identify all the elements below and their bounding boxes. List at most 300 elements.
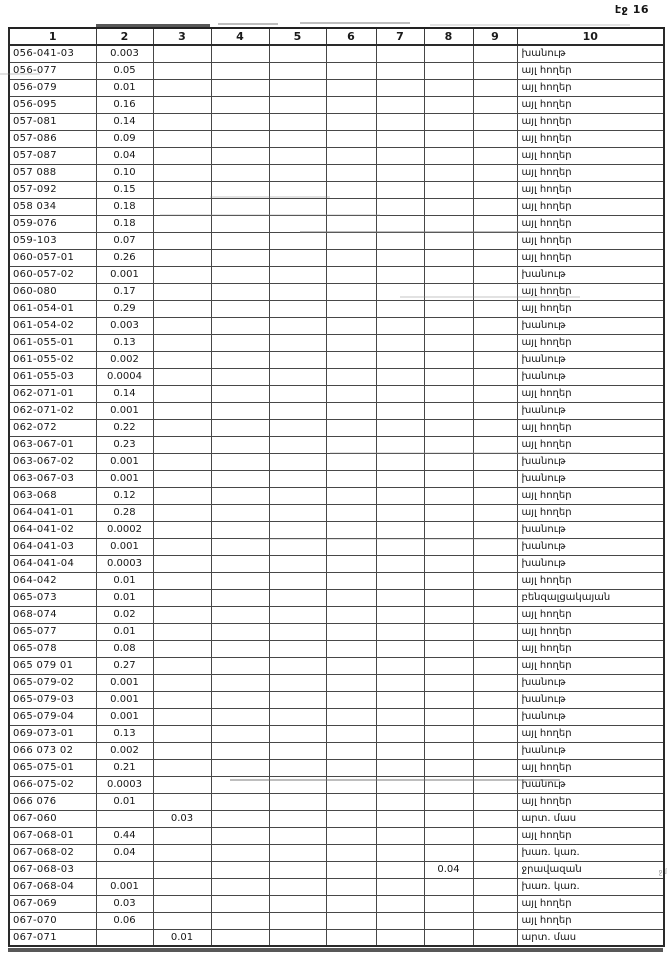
- table-cell: [326, 198, 376, 215]
- table-cell: [153, 215, 211, 232]
- table-cell: [326, 470, 376, 487]
- table-cell: [424, 640, 473, 657]
- table-cell: խանութ: [517, 470, 664, 487]
- table-cell: [211, 62, 269, 79]
- table-cell: 0.08: [96, 640, 153, 657]
- table-cell: 0.14: [96, 385, 153, 402]
- table-cell: [269, 929, 326, 946]
- table-cell: [269, 215, 326, 232]
- table-cell: [211, 810, 269, 827]
- table-cell: [211, 45, 269, 62]
- table-cell: [153, 147, 211, 164]
- table-cell: [473, 215, 517, 232]
- table-cell: [326, 504, 376, 521]
- table-row: [9, 368, 664, 385]
- table-row: [9, 334, 664, 351]
- table-cell: [326, 79, 376, 96]
- table-cell: [473, 759, 517, 776]
- table-cell: [376, 878, 424, 895]
- table-cell: [326, 708, 376, 725]
- table-cell: [153, 402, 211, 419]
- table-cell: [473, 742, 517, 759]
- table-cell: [269, 334, 326, 351]
- table-cell: [326, 555, 376, 572]
- table-cell: այլ հողեր: [517, 657, 664, 674]
- table-cell: [269, 266, 326, 283]
- table-row: [9, 147, 664, 164]
- table-cell: [211, 232, 269, 249]
- table-cell: [473, 181, 517, 198]
- table-cell: [153, 504, 211, 521]
- table-row: [9, 198, 664, 215]
- table-cell: [269, 538, 326, 555]
- table-cell: 057-081: [9, 113, 96, 130]
- table-cell: խանութ: [517, 674, 664, 691]
- table-cell: խանութ: [517, 776, 664, 793]
- table-row: [9, 844, 664, 861]
- table-cell: [269, 521, 326, 538]
- table-cell: այլ հողեր: [517, 130, 664, 147]
- table-cell: [269, 861, 326, 878]
- table-cell: 0.04: [96, 147, 153, 164]
- table-cell: [153, 844, 211, 861]
- table-cell: [153, 198, 211, 215]
- table-cell: [424, 164, 473, 181]
- table-cell: 061-055-02: [9, 351, 96, 368]
- table-cell: 064-041-01: [9, 504, 96, 521]
- table-cell: [424, 300, 473, 317]
- table-cell: 057-086: [9, 130, 96, 147]
- table-row: [9, 249, 664, 266]
- table-row: [9, 419, 664, 436]
- table-cell: այլ հողեր: [517, 436, 664, 453]
- table-cell: [424, 113, 473, 130]
- table-cell: [473, 45, 517, 62]
- table-cell: այլ հողեր: [517, 419, 664, 436]
- table-cell: [424, 249, 473, 266]
- table-cell: [269, 79, 326, 96]
- table-cell: այլ հողեր: [517, 113, 664, 130]
- table-cell: [153, 266, 211, 283]
- table-cell: [211, 878, 269, 895]
- table-cell: [424, 725, 473, 742]
- table-cell: արտ. մաս: [517, 929, 664, 946]
- table-row: [9, 538, 664, 555]
- table-cell: 0.001: [96, 453, 153, 470]
- table-cell: [211, 351, 269, 368]
- table-cell: [326, 521, 376, 538]
- table-row: [9, 640, 664, 657]
- table-cell: 062-071-02: [9, 402, 96, 419]
- table-cell: [473, 470, 517, 487]
- table-cell: [376, 147, 424, 164]
- table-cell: [153, 555, 211, 572]
- table-cell: [326, 402, 376, 419]
- table-cell: [473, 793, 517, 810]
- table-cell: [96, 929, 153, 946]
- table-cell: [473, 385, 517, 402]
- table-cell: [153, 776, 211, 793]
- table-cell: [376, 861, 424, 878]
- table-cell: [424, 96, 473, 113]
- table-cell: [153, 368, 211, 385]
- table-cell: [326, 334, 376, 351]
- table-cell: [269, 827, 326, 844]
- table-cell: այլ հողեր: [517, 96, 664, 113]
- table-cell: [376, 912, 424, 929]
- table-cell: 064-041-04: [9, 555, 96, 572]
- table-cell: [153, 62, 211, 79]
- table-cell: [376, 844, 424, 861]
- table-cell: [96, 810, 153, 827]
- table-cell: [269, 419, 326, 436]
- table-cell: [269, 657, 326, 674]
- table-cell: [376, 640, 424, 657]
- table-cell: [269, 810, 326, 827]
- table-cell: 066-075-02: [9, 776, 96, 793]
- table-cell: այլ հողեր: [517, 640, 664, 657]
- table-cell: 063-067-01: [9, 436, 96, 453]
- table-cell: [376, 164, 424, 181]
- table-cell: [326, 45, 376, 62]
- table-row: [9, 385, 664, 402]
- table-cell: 067-070: [9, 912, 96, 929]
- table-cell: [269, 402, 326, 419]
- table-cell: 066 073 02: [9, 742, 96, 759]
- table-cell: [269, 300, 326, 317]
- table-row: [9, 130, 664, 147]
- table-cell: [211, 96, 269, 113]
- table-cell: [326, 181, 376, 198]
- table-cell: 056-079: [9, 79, 96, 96]
- table-cell: [153, 759, 211, 776]
- table-cell: [326, 62, 376, 79]
- table-cell: [269, 674, 326, 691]
- table-cell: [424, 623, 473, 640]
- table-row: [9, 113, 664, 130]
- table-cell: [376, 453, 424, 470]
- table-cell: [326, 827, 376, 844]
- table-cell: [211, 300, 269, 317]
- table-row: [9, 827, 664, 844]
- table-cell: [376, 470, 424, 487]
- table-cell: [269, 504, 326, 521]
- table-cell: [473, 419, 517, 436]
- table-cell: 0.01: [96, 793, 153, 810]
- table-row: [9, 555, 664, 572]
- table-cell: [326, 436, 376, 453]
- table-cell: [473, 640, 517, 657]
- table-cell: [424, 810, 473, 827]
- table-cell: [211, 827, 269, 844]
- table-cell: 065-075-01: [9, 759, 96, 776]
- table-cell: [326, 912, 376, 929]
- table-cell: այլ հողեր: [517, 215, 664, 232]
- table-cell: [473, 453, 517, 470]
- table-cell: [473, 79, 517, 96]
- table-cell: [153, 895, 211, 912]
- table-cell: այլ հողեր: [517, 283, 664, 300]
- table-cell: [153, 419, 211, 436]
- table-cell: [473, 198, 517, 215]
- table-cell: [424, 402, 473, 419]
- table-cell: [153, 470, 211, 487]
- table-cell: 0.001: [96, 402, 153, 419]
- table-cell: [376, 113, 424, 130]
- table-cell: [376, 283, 424, 300]
- table-cell: [326, 351, 376, 368]
- table-cell: [269, 555, 326, 572]
- table-cell: [376, 419, 424, 436]
- table-cell: 0.03: [153, 810, 211, 827]
- table-row: [9, 300, 664, 317]
- table-cell: [211, 572, 269, 589]
- table-cell: [153, 249, 211, 266]
- table-cell: [473, 674, 517, 691]
- table-cell: խանութ: [517, 521, 664, 538]
- table-cell: [473, 810, 517, 827]
- table-row: [9, 589, 664, 606]
- table-cell: [269, 164, 326, 181]
- table-cell: [326, 606, 376, 623]
- table-cell: [269, 623, 326, 640]
- table-cell: [153, 113, 211, 130]
- table-cell: [211, 708, 269, 725]
- table-row: [9, 62, 664, 79]
- table-cell: [211, 538, 269, 555]
- table-cell: [269, 470, 326, 487]
- table-cell: [211, 334, 269, 351]
- table-row: [9, 725, 664, 742]
- table-cell: [376, 708, 424, 725]
- table-cell: 0.23: [96, 436, 153, 453]
- table-row: [9, 79, 664, 96]
- table-cell: այլ հողեր: [517, 572, 664, 589]
- table-cell: [424, 878, 473, 895]
- table-cell: այլ հողեր: [517, 79, 664, 96]
- table-cell: [153, 589, 211, 606]
- table-cell: [424, 147, 473, 164]
- table-cell: 059-103: [9, 232, 96, 249]
- scan-artifact: [430, 24, 630, 26]
- table-cell: 068-074: [9, 606, 96, 623]
- table-cell: [211, 453, 269, 470]
- table-cell: 057 088: [9, 164, 96, 181]
- table-row: [9, 776, 664, 793]
- table-cell: [424, 334, 473, 351]
- table-cell: [473, 402, 517, 419]
- table-cell: այլ հողեր: [517, 249, 664, 266]
- table-cell: 067-060: [9, 810, 96, 827]
- column-header-10: 10: [517, 28, 664, 45]
- table-cell: 060-080: [9, 283, 96, 300]
- table-cell: 0.13: [96, 725, 153, 742]
- table-cell: [473, 147, 517, 164]
- table-cell: [211, 164, 269, 181]
- table-cell: 067-068-01: [9, 827, 96, 844]
- table-cell: [473, 96, 517, 113]
- table-row: [9, 912, 664, 929]
- table-cell: 0.15: [96, 181, 153, 198]
- table-cell: 056-095: [9, 96, 96, 113]
- table-cell: [153, 793, 211, 810]
- table-cell: 0.28: [96, 504, 153, 521]
- table-cell: [211, 283, 269, 300]
- table-cell: [269, 589, 326, 606]
- table-cell: այլ հողեր: [517, 793, 664, 810]
- table-cell: այլ հողեր: [517, 827, 664, 844]
- table-cell: 0.0004: [96, 368, 153, 385]
- table-cell: [326, 164, 376, 181]
- table-cell: [153, 351, 211, 368]
- table-cell: խանութ: [517, 742, 664, 759]
- table-row: [9, 623, 664, 640]
- table-cell: 067-068-03: [9, 861, 96, 878]
- table-cell: [269, 793, 326, 810]
- table-cell: [424, 538, 473, 555]
- column-header-8: 8: [424, 28, 473, 45]
- table-cell: [424, 79, 473, 96]
- table-cell: [211, 640, 269, 657]
- table-cell: [424, 606, 473, 623]
- table-cell: [424, 266, 473, 283]
- table-cell: այլ հողեր: [517, 725, 664, 742]
- table-cell: [326, 589, 376, 606]
- table-cell: [326, 453, 376, 470]
- table-cell: 0.001: [96, 691, 153, 708]
- table-cell: [424, 521, 473, 538]
- table-cell: [326, 929, 376, 946]
- table-cell: [473, 776, 517, 793]
- table-row: [9, 470, 664, 487]
- table-cell: [211, 861, 269, 878]
- table-cell: [376, 827, 424, 844]
- table-cell: [269, 147, 326, 164]
- table-cell: [269, 725, 326, 742]
- table-cell: 062-071-01: [9, 385, 96, 402]
- table-cell: [473, 827, 517, 844]
- table-cell: 0.26: [96, 249, 153, 266]
- table-cell: 0.003: [96, 317, 153, 334]
- table-cell: 065-079-02: [9, 674, 96, 691]
- table-cell: 0.01: [96, 589, 153, 606]
- table-cell: [326, 878, 376, 895]
- table-cell: [211, 215, 269, 232]
- table-cell: ջրավազան: [517, 861, 664, 878]
- table-cell: [326, 776, 376, 793]
- table-cell: [424, 317, 473, 334]
- table-cell: [211, 691, 269, 708]
- table-cell: [424, 419, 473, 436]
- table-cell: 0.05: [96, 62, 153, 79]
- table-cell: խանութ: [517, 538, 664, 555]
- table-cell: 0.21: [96, 759, 153, 776]
- table-cell: 058 034: [9, 198, 96, 215]
- table-cell: [269, 62, 326, 79]
- table-cell: [376, 62, 424, 79]
- table-cell: [269, 453, 326, 470]
- table-cell: [153, 436, 211, 453]
- table-cell: [153, 130, 211, 147]
- table-cell: 065-079-04: [9, 708, 96, 725]
- table-cell: [326, 640, 376, 657]
- table-cell: [211, 181, 269, 198]
- table-cell: 063-067-03: [9, 470, 96, 487]
- table-row: [9, 521, 664, 538]
- table-cell: 0.29: [96, 300, 153, 317]
- table-cell: [376, 810, 424, 827]
- table-cell: [153, 623, 211, 640]
- table-cell: [153, 538, 211, 555]
- table-cell: [326, 147, 376, 164]
- table-row: [9, 929, 664, 946]
- table-cell: [326, 419, 376, 436]
- table-cell: [211, 113, 269, 130]
- table-cell: 0.003: [96, 45, 153, 62]
- table-cell: [376, 657, 424, 674]
- table-cell: [473, 232, 517, 249]
- table-row: [9, 572, 664, 589]
- table-cell: [269, 181, 326, 198]
- table-cell: [424, 368, 473, 385]
- table-cell: 061-055-01: [9, 334, 96, 351]
- table-cell: [424, 470, 473, 487]
- table-cell: այլ հողեր: [517, 62, 664, 79]
- table-cell: [376, 759, 424, 776]
- table-cell: [326, 674, 376, 691]
- table-cell: [326, 300, 376, 317]
- table-cell: [424, 759, 473, 776]
- table-cell: 065-077: [9, 623, 96, 640]
- table-cell: [424, 929, 473, 946]
- table-row: [9, 215, 664, 232]
- table-cell: [211, 368, 269, 385]
- table-cell: [376, 606, 424, 623]
- table-cell: [153, 691, 211, 708]
- column-header-9: 9: [473, 28, 517, 45]
- table-cell: այլ հողեր: [517, 181, 664, 198]
- table-cell: [376, 215, 424, 232]
- table-cell: [153, 708, 211, 725]
- table-cell: 067-071: [9, 929, 96, 946]
- table-cell: [376, 504, 424, 521]
- table-cell: [269, 844, 326, 861]
- table-cell: 0.0003: [96, 776, 153, 793]
- table-row: [9, 487, 664, 504]
- table-cell: [153, 385, 211, 402]
- table-cell: [424, 351, 473, 368]
- table-cell: [473, 436, 517, 453]
- table-cell: [326, 810, 376, 827]
- table-cell: [424, 555, 473, 572]
- table-cell: 067-068-04: [9, 878, 96, 895]
- table-cell: [326, 793, 376, 810]
- table-cell: [153, 453, 211, 470]
- table-cell: 057-092: [9, 181, 96, 198]
- table-cell: [376, 79, 424, 96]
- table-cell: [376, 589, 424, 606]
- table-cell: [376, 623, 424, 640]
- table-row: [9, 351, 664, 368]
- table-cell: [269, 130, 326, 147]
- table-cell: 057-087: [9, 147, 96, 164]
- table-cell: [473, 912, 517, 929]
- table-cell: [473, 555, 517, 572]
- table-row: [9, 283, 664, 300]
- table-cell: [326, 487, 376, 504]
- table-cell: այլ հողեր: [517, 606, 664, 623]
- table-cell: [326, 895, 376, 912]
